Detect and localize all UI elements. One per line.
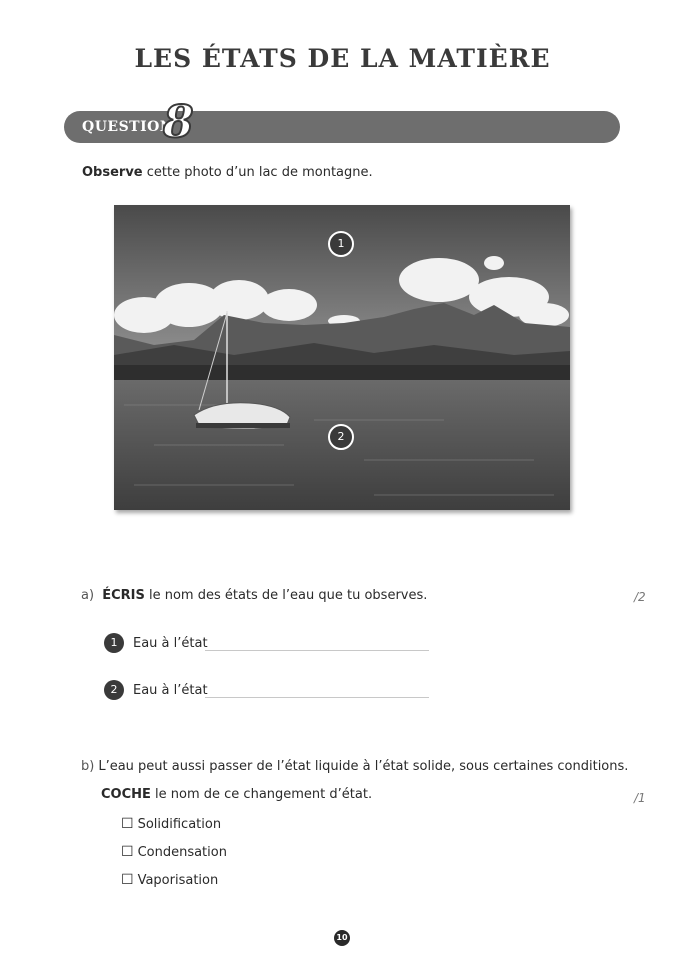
option-condensation[interactable] [121, 844, 227, 860]
checkbox-icon[interactable]: ☐ [121, 816, 134, 832]
option-solidification[interactable] [121, 816, 221, 832]
answer-2-number: 2 [104, 680, 124, 700]
part-b-letter: b) [81, 759, 95, 774]
part-b-score: /1 [634, 791, 646, 805]
intro-verb: Observe [82, 165, 143, 180]
answer-2-label: Eau à l’état [133, 683, 208, 698]
question-number: 8 [163, 97, 194, 148]
option-label: Condensation [137, 845, 227, 860]
part-a-letter: a) [81, 588, 95, 603]
part-a-verb: ÉCRIS [102, 588, 145, 603]
photo-marker-1: 1 [328, 231, 354, 257]
option-label: Vaporisation [137, 873, 219, 888]
part-b-instruction-text: le nom de ce changement d’état. [150, 787, 373, 802]
part-b-instruction [101, 787, 372, 802]
answer-1-field[interactable] [205, 650, 429, 651]
checkbox-icon[interactable]: ☐ [121, 872, 134, 888]
part-a-question [81, 588, 427, 603]
question-label: QUESTION [82, 119, 174, 135]
answer-1-label: Eau à l’état [133, 636, 208, 651]
part-a-text: le nom des états de l’eau que tu observes. [144, 588, 428, 603]
option-label: Solidification [137, 817, 222, 832]
page-title: LES ÉTATS DE LA MATIÈRE [134, 44, 551, 73]
option-vaporisation[interactable] [121, 872, 218, 888]
part-b-question [81, 759, 628, 774]
part-a-score: /2 [634, 590, 646, 604]
page-number: 10 [334, 930, 350, 946]
photo-marker-2: 2 [328, 424, 354, 450]
intro-text [82, 165, 373, 180]
answer-2-field[interactable] [205, 697, 429, 698]
checkbox-icon[interactable]: ☐ [121, 844, 134, 860]
part-b-verb: COCHE [101, 787, 151, 802]
part-b-text: L’eau peut aussi passer de l’état liquide à l’état solide, sous certaines conditions. [98, 759, 629, 774]
answer-1-number: 1 [104, 633, 124, 653]
intro-rest: cette photo d’un lac de montagne. [142, 165, 373, 180]
